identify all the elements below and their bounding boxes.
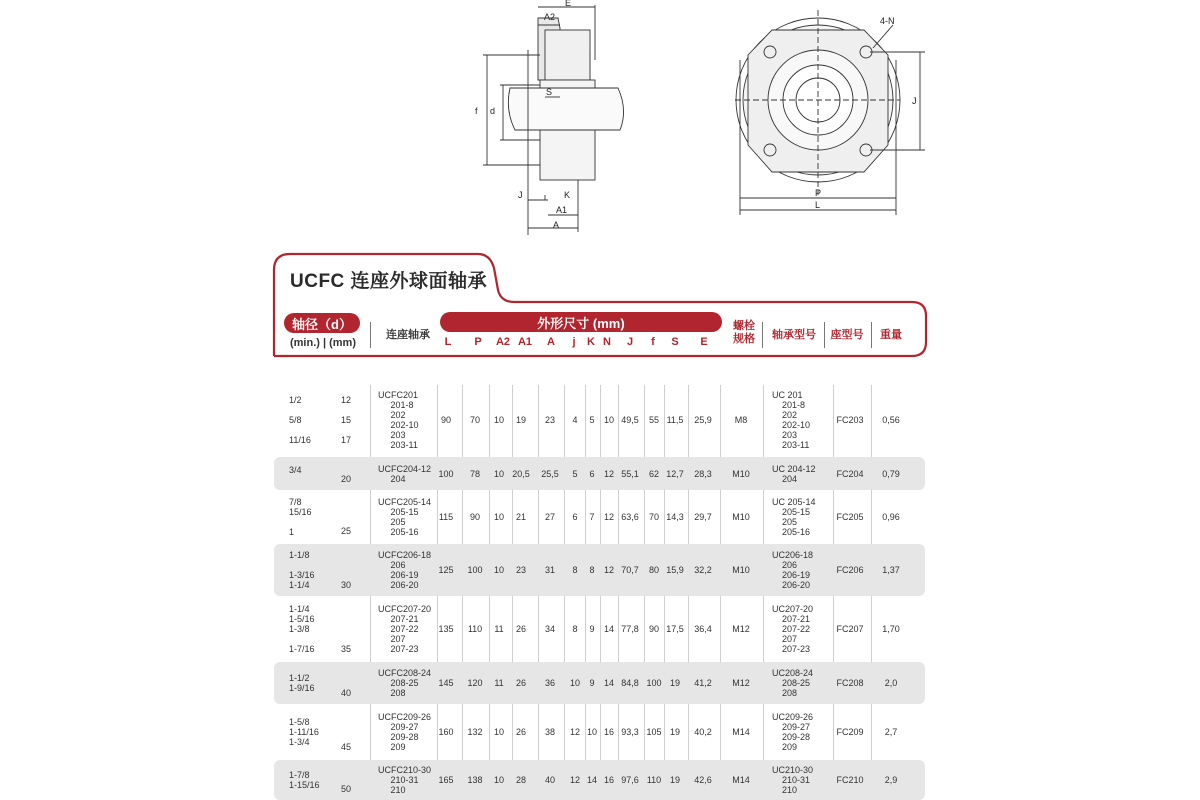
cell-s: 11,5 xyxy=(666,415,684,425)
cell-e: 36,4 xyxy=(694,624,712,634)
table-row xyxy=(274,457,925,490)
dim-A: A xyxy=(547,336,555,348)
label-A1: A1 xyxy=(556,205,568,215)
cell-weight: 1,70 xyxy=(882,624,900,634)
cell-n: 10 xyxy=(603,415,615,425)
cell-a2: 10 xyxy=(493,727,505,737)
cell-bolt: M12 xyxy=(732,624,750,634)
cell-unit: UCFC205-14 205-15 205 205-16 xyxy=(378,497,432,537)
cell-housing: FC210 xyxy=(836,775,864,785)
cell-inch: 1-1/2 1-9/16 xyxy=(289,673,315,693)
shaft-diameter-pill: 轴径（d） xyxy=(284,313,360,333)
cell-e: 25,9 xyxy=(694,415,712,425)
unit-header: 连座轴承 xyxy=(386,329,430,341)
cell-e: 42,6 xyxy=(694,775,712,785)
cell-a2: 10 xyxy=(493,468,505,479)
cell-mm: 12 15 17 xyxy=(340,395,352,445)
cell-l: 125 xyxy=(438,565,454,575)
header-separator xyxy=(762,322,763,348)
cell-k: 9 xyxy=(589,678,595,688)
dim-A1: A1 xyxy=(517,336,533,348)
housing-header: 座型号 xyxy=(830,329,864,341)
page-title: UCFC 连座外球面轴承 xyxy=(290,271,488,292)
cell-s: 19 xyxy=(669,678,681,688)
cell-j: 63,6 xyxy=(621,512,639,522)
cell-a1: 23 xyxy=(515,565,527,575)
cell-a2: 10 xyxy=(493,512,505,522)
cell-weight: 2,0 xyxy=(884,678,898,688)
cell-bearing: UC206-18 206 206-19 206-20 xyxy=(772,550,814,590)
label-K: K xyxy=(564,190,571,200)
cell-l: 115 xyxy=(438,512,454,522)
cell-a: 27 xyxy=(544,512,556,522)
label-J-front: J xyxy=(912,96,917,106)
cell-mm: 20 xyxy=(340,474,352,484)
cell-mm: 35 xyxy=(340,644,352,654)
cell-a: 40 xyxy=(544,775,556,785)
cell-j: 55,1 xyxy=(621,468,639,479)
cell-housing: FC208 xyxy=(836,678,864,688)
cell-a2: 11 xyxy=(494,624,504,634)
dim-E: E xyxy=(700,336,708,348)
cell-unit: UCFC206-18 206 206-19 206-20 xyxy=(378,550,432,590)
cell-inch: 1-5/8 1-11/16 1-3/4 xyxy=(289,717,319,747)
label-L: L xyxy=(815,200,821,210)
bearing-header: 轴承型号 xyxy=(772,329,816,341)
label-J-side: J xyxy=(518,190,523,200)
header-separator xyxy=(871,322,872,348)
cell-a1: 19 xyxy=(515,415,527,425)
cell-p: 138 xyxy=(467,775,483,785)
cell-inch: 1-7/8 1-15/16 xyxy=(289,770,320,790)
table-row xyxy=(274,662,925,704)
dim-K: K xyxy=(587,336,595,348)
cell-a1: 26 xyxy=(515,727,527,737)
cell-f: 100 xyxy=(646,678,662,688)
cell-s: 15,9 xyxy=(666,565,684,575)
cell-a2: 10 xyxy=(493,565,505,575)
cell-a: 36 xyxy=(544,678,556,688)
cell-j: 5 xyxy=(572,468,578,479)
cell-s: 17,5 xyxy=(666,624,684,634)
cell-k: 6 xyxy=(589,468,595,479)
cell-j: 6 xyxy=(572,512,578,522)
dimension-labels xyxy=(437,336,723,350)
cell-s: 19 xyxy=(669,775,681,785)
cell-j: 49,5 xyxy=(621,415,639,425)
cell-mm: 45 xyxy=(340,742,352,752)
cell-bolt: M10 xyxy=(732,512,750,522)
cell-n: 16 xyxy=(603,727,615,737)
cell-n: 12 xyxy=(603,565,615,575)
cell-bolt: M14 xyxy=(732,727,750,737)
dim-L: L xyxy=(444,336,452,348)
weight-header: 重量 xyxy=(880,329,902,341)
cell-j: 12 xyxy=(569,775,581,785)
cell-p: 78 xyxy=(469,468,481,479)
table-row xyxy=(274,760,925,800)
cell-n: 12 xyxy=(603,512,615,522)
cell-unit: UCFC208-24 208-25 208 xyxy=(378,668,432,698)
cell-a1: 26 xyxy=(515,678,527,688)
dim-j: j xyxy=(572,336,576,348)
cell-weight: 0,79 xyxy=(882,468,900,479)
cell-j: 8 xyxy=(572,565,578,575)
cell-p: 70 xyxy=(469,415,481,425)
table-row xyxy=(274,598,925,660)
cell-f: 80 xyxy=(648,565,660,575)
cell-e: 29,7 xyxy=(694,512,712,522)
dim-A2: A2 xyxy=(495,336,511,348)
cell-k: 5 xyxy=(589,415,595,425)
cell-a2: 11 xyxy=(494,678,504,688)
cell-e: 41,2 xyxy=(694,678,712,688)
table-row xyxy=(274,385,925,455)
label-4-N: 4-N xyxy=(880,16,895,26)
bolt-header: 螺栓 规格 xyxy=(733,320,755,345)
cell-bearing: UC207-20 207-21 207-22 207 207-23 xyxy=(772,604,814,654)
label-S: S xyxy=(546,87,553,97)
cell-j: 77,8 xyxy=(621,624,639,634)
cell-weight: 2,9 xyxy=(884,775,898,785)
cell-s: 14,3 xyxy=(666,512,684,522)
cell-n: 14 xyxy=(603,624,615,634)
cell-k: 9 xyxy=(589,624,595,634)
dim-S: S xyxy=(671,336,679,348)
cell-a: 38 xyxy=(544,727,556,737)
cell-k: 7 xyxy=(589,512,595,522)
cell-weight: 2,7 xyxy=(884,727,898,737)
cell-e: 40,2 xyxy=(694,727,712,737)
cell-unit: UCFC204-12 204 xyxy=(378,463,432,484)
dim-f: f xyxy=(651,336,655,348)
dim-N: N xyxy=(603,336,611,348)
cell-unit: UCFC201 201-8 202 202-10 203 203-11 xyxy=(378,390,419,450)
table-row xyxy=(274,544,925,596)
cell-j: 4 xyxy=(572,415,578,425)
cell-e: 32,2 xyxy=(694,565,712,575)
label-A2: A2 xyxy=(544,12,556,22)
cell-housing: FC206 xyxy=(836,565,864,575)
cell-p: 90 xyxy=(469,512,481,522)
cell-e: 28,3 xyxy=(694,468,712,479)
cell-unit: UCFC207-20 207-21 207-22 207 207-23 xyxy=(378,604,432,654)
cell-a2: 10 xyxy=(493,415,505,425)
cell-j: 12 xyxy=(569,727,581,737)
cell-housing: FC207 xyxy=(836,624,864,634)
cell-n: 12 xyxy=(603,468,615,479)
cell-n: 16 xyxy=(603,775,615,785)
cell-k: 14 xyxy=(586,775,598,785)
cell-bearing: UC 204-12 204 xyxy=(772,463,816,484)
cell-housing: FC204 xyxy=(836,468,864,479)
cell-l: 145 xyxy=(438,678,454,688)
cell-unit: UCFC210-30 210-31 210 xyxy=(378,765,432,795)
cell-a: 23 xyxy=(544,415,556,425)
cell-a: 25,5 xyxy=(541,468,559,479)
shaft-units-header: (min.) | (mm) xyxy=(289,337,357,349)
cell-p: 110 xyxy=(467,624,483,634)
cell-a1: 21 xyxy=(515,512,527,522)
cell-mm: 25 xyxy=(340,526,352,536)
cell-j: 8 xyxy=(572,624,578,634)
cell-p: 120 xyxy=(467,678,483,688)
label-P: P xyxy=(815,188,822,198)
cell-j: 10 xyxy=(569,678,581,688)
cell-bearing: UC 201 201-8 202 202-10 203 203-11 xyxy=(772,390,811,450)
cell-a2: 10 xyxy=(493,775,505,785)
cell-f: 105 xyxy=(646,727,662,737)
cell-housing: FC205 xyxy=(836,512,864,522)
table-row xyxy=(274,492,925,542)
cell-bearing: UC208-24 208-25 208 xyxy=(772,668,814,698)
table-row xyxy=(274,706,925,758)
cell-p: 100 xyxy=(467,565,483,575)
header-separator xyxy=(370,322,371,348)
cell-weight: 1,37 xyxy=(882,565,900,575)
cell-bolt: M14 xyxy=(732,775,750,785)
cell-f: 55 xyxy=(648,415,660,425)
cell-bolt: M10 xyxy=(732,468,750,479)
cell-a1: 28 xyxy=(515,775,527,785)
cell-s: 12,7 xyxy=(666,468,684,479)
cell-a: 31 xyxy=(544,565,556,575)
cell-mm: 40 xyxy=(340,688,352,698)
cell-j: 97,6 xyxy=(621,775,639,785)
cell-mm: 30 xyxy=(340,580,352,590)
label-d: d xyxy=(490,106,496,116)
cell-j: 93,3 xyxy=(621,727,639,737)
cell-l: 160 xyxy=(438,727,454,737)
cell-bearing: UC210-30 210-31 210 xyxy=(772,765,814,795)
cell-n: 14 xyxy=(603,678,615,688)
cell-f: 90 xyxy=(648,624,660,634)
cell-mm: 50 xyxy=(340,784,352,794)
cell-l: 135 xyxy=(438,624,454,634)
cell-j: 70,7 xyxy=(621,565,639,575)
cell-bolt: M10 xyxy=(732,565,750,575)
cell-l: 100 xyxy=(438,468,454,479)
cell-k: 10 xyxy=(586,727,598,737)
cell-bearing: UC209-26 209-27 209-28 209 xyxy=(772,712,814,752)
header-separator xyxy=(824,322,825,348)
cell-unit: UCFC209-26 209-27 209-28 209 xyxy=(378,712,432,752)
label-E: E xyxy=(565,0,572,8)
cell-l: 90 xyxy=(440,415,452,425)
cell-inch: 1/2 5/8 11/16 xyxy=(289,395,311,445)
cell-j: 84,8 xyxy=(621,678,639,688)
cell-a: 34 xyxy=(544,624,556,634)
cell-a1: 20,5 xyxy=(512,468,530,479)
cell-f: 70 xyxy=(648,512,660,522)
cell-bolt: M8 xyxy=(734,415,748,425)
cell-housing: FC203 xyxy=(836,415,864,425)
cell-f: 62 xyxy=(648,468,660,479)
label-f: f xyxy=(475,106,478,116)
cell-housing: FC209 xyxy=(836,727,864,737)
cell-inch: 1-1/8 1-3/16 1-1/4 xyxy=(289,550,315,590)
label-A: A xyxy=(553,220,560,230)
dim-J: J xyxy=(626,336,634,348)
cell-f: 110 xyxy=(646,775,662,785)
cell-bolt: M12 xyxy=(732,678,750,688)
cell-inch: 1-1/4 1-5/16 1-3/8 1-7/16 xyxy=(289,604,315,654)
cell-p: 132 xyxy=(467,727,483,737)
cell-bearing: UC 205-14 205-15 205 205-16 xyxy=(772,497,816,537)
cell-inch: 3/4 xyxy=(289,465,302,475)
dimensions-pill: 外形尺寸 (mm) xyxy=(440,312,722,332)
cell-k: 8 xyxy=(589,565,595,575)
cell-l: 165 xyxy=(438,775,454,785)
cell-s: 19 xyxy=(669,727,681,737)
cell-weight: 0,96 xyxy=(882,512,900,522)
dim-P: P xyxy=(474,336,482,348)
cell-weight: 0,56 xyxy=(882,415,900,425)
cell-inch: 7/8 15/16 1 xyxy=(289,497,312,537)
cell-a1: 26 xyxy=(515,624,527,634)
